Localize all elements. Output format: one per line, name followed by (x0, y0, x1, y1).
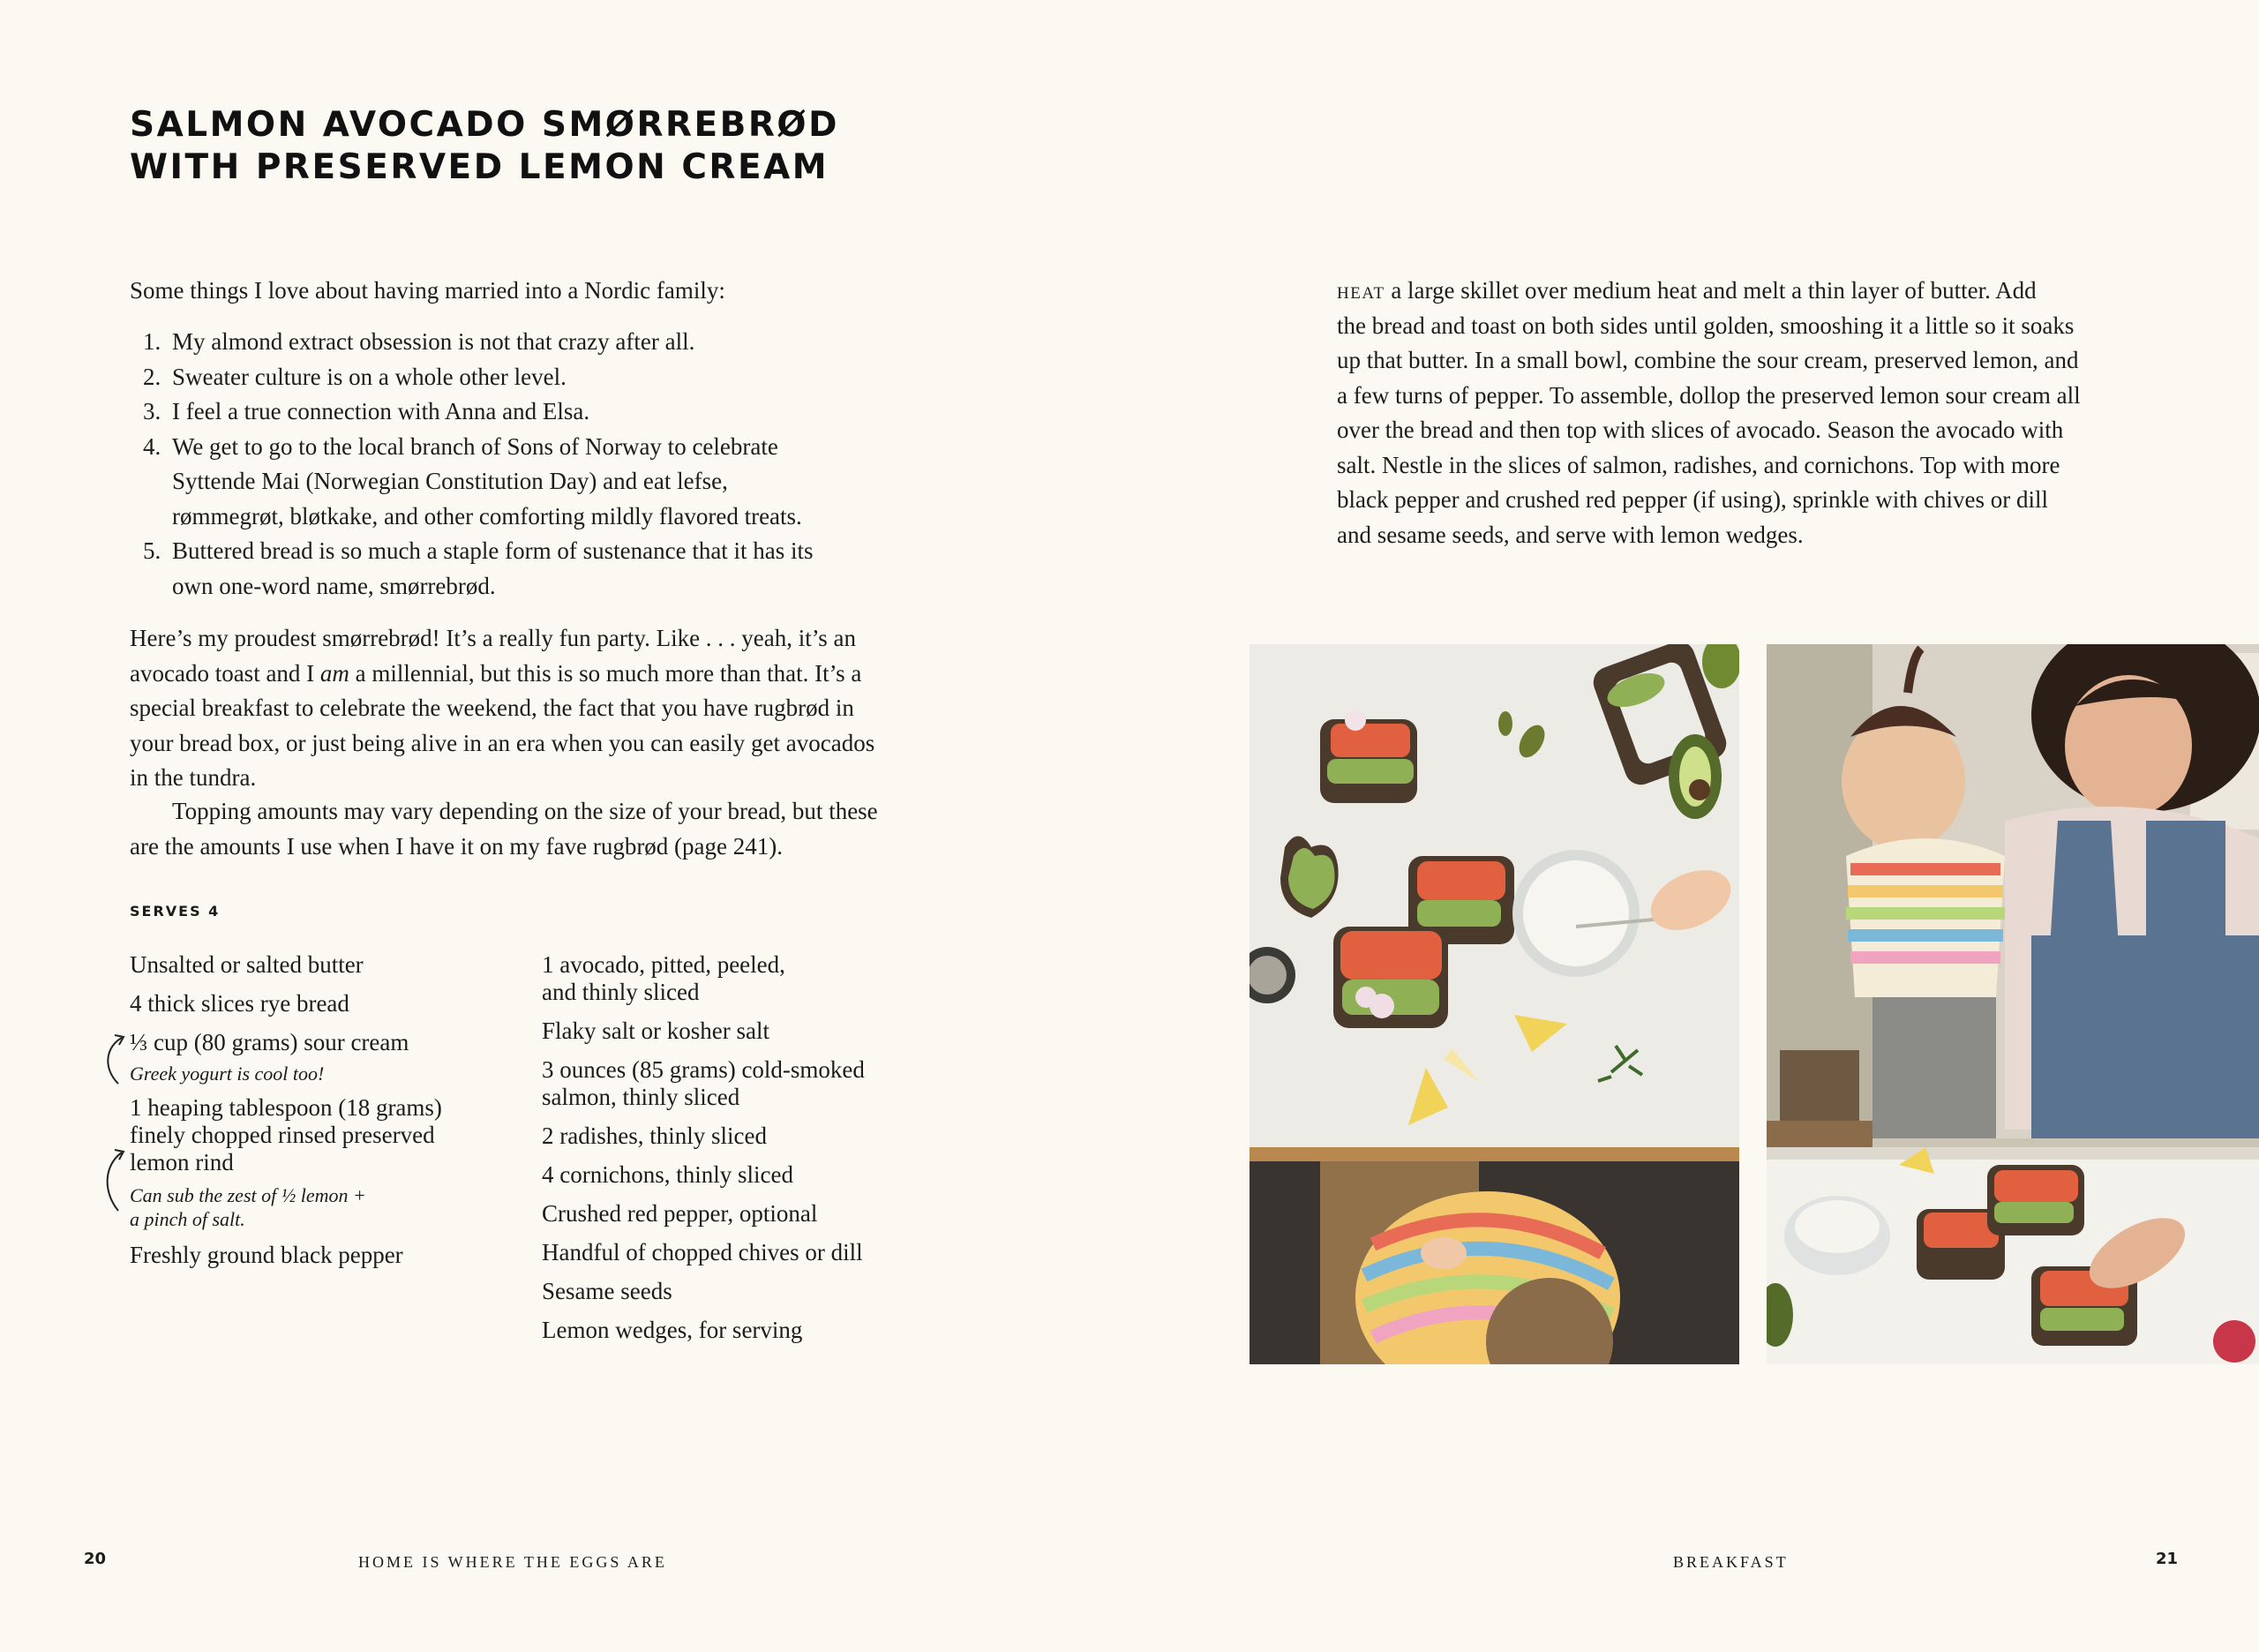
ingredient-item (130, 1029, 518, 1085)
list-text: Syttende Mai (Norwegian Constitution Day) and eat lefse, (172, 468, 728, 494)
recipe-title-line-2: WITH PRESERVED LEMON CREAM (130, 147, 829, 187)
ingredients-right-column (542, 951, 930, 1344)
emphasis-text: am (319, 659, 349, 687)
ingredients-left-column (130, 951, 518, 1269)
ingredient-item (542, 1317, 930, 1344)
list-item (130, 325, 906, 360)
ingredient-item (542, 1017, 930, 1045)
list-item (130, 534, 906, 604)
list-text: I feel a true connection with Anna and Elsa. (172, 398, 590, 424)
text-line: Topping amounts may vary depending on the size of your bread, but these (172, 798, 878, 824)
ingredient-item (542, 1056, 930, 1111)
photo-mother-and-child-illustration (1767, 644, 2259, 1364)
list-text: Sweater culture is on a whole other level. (172, 363, 567, 390)
ingredient-text: 1 heaping tablespoon (18 grams) (130, 1094, 442, 1121)
list-number: 3. (143, 398, 161, 424)
text-span: avocado toast and I (130, 659, 320, 687)
topping-note-paragraph (130, 794, 942, 864)
ingredient-text: 2 radishes, thinly sliced (542, 1123, 767, 1149)
ingredient-item (542, 951, 930, 1006)
text-line (130, 657, 942, 692)
list-item (130, 430, 906, 535)
running-head-left: HOME IS WHERE THE EGGS ARE (358, 1553, 667, 1571)
ingredient-text: ⅓ cup (80 grams) sour cream (130, 1029, 409, 1055)
ingredient-note: a pinch of salt. (130, 1208, 245, 1230)
text-line: salt. Nestle in the slices of salmon, radishes, and cornichons. Top with more (1337, 451, 2060, 478)
ingredient-text: salmon, thinly sliced (542, 1084, 740, 1110)
ingredient-item (130, 1094, 518, 1231)
ingredient-text: and thinly sliced (542, 979, 700, 1005)
text-line: Here’s my proudest smørrebrød! It’s a really fun party. Like . . . yeah, it’s an (130, 625, 857, 651)
list-text: We get to go to the local branch of Sons of Norway to celebrate (172, 432, 778, 460)
list-number: 1. (143, 328, 161, 355)
ingredient-item (542, 1123, 930, 1150)
list-number: 4. (143, 432, 161, 460)
ingredient-item (542, 1200, 930, 1228)
ingredient-text: 4 cornichons, thinly sliced (542, 1161, 793, 1188)
ingredient-item (130, 990, 518, 1017)
ingredient-item (542, 1161, 930, 1189)
photo-overhead-toasts-illustration (1250, 644, 1739, 1364)
ingredient-text: 3 ounces (85 grams) cold-smoked (542, 1056, 865, 1083)
ingredient-text: lemon rind (130, 1149, 234, 1175)
ingredient-text: 1 avocado, pitted, peeled, (542, 951, 785, 978)
text-line: are the amounts I use when I have it on my fave rugbrød (page 241). (130, 832, 784, 860)
running-head-right: BREAKFAST (1673, 1553, 1789, 1571)
list-number: 5. (143, 537, 161, 564)
method-lead-word: heat (1337, 277, 1385, 304)
ingredient-text: Crushed red pepper, optional (542, 1200, 818, 1227)
curved-arrow-icon (95, 1031, 131, 1091)
list-number: 2. (143, 363, 161, 390)
text-line: your bread box, or just being alive in an era when you can easily get avocados (130, 729, 875, 756)
ingredient-text: 4 thick slices rye bread (130, 990, 349, 1017)
ingredient-text: Unsalted or salted butter (130, 951, 364, 978)
text-line: and sesame seeds, and serve with lemon wedges. (1337, 521, 1804, 548)
curved-arrow-icon (95, 1145, 131, 1216)
ingredient-text: Sesame seeds (542, 1278, 672, 1304)
love-list (130, 325, 906, 604)
ingredient-note: Can sub the zest of ½ lemon + (130, 1184, 366, 1206)
text-span: a millennial, but this is so much more than that. It’s a (349, 659, 862, 687)
ingredient-item (130, 1242, 518, 1269)
photo-mother-and-child (1767, 644, 2259, 1364)
list-text: own one-word name, smørrebrød. (172, 572, 496, 599)
text-line: in the tundra. (130, 764, 257, 791)
list-item (130, 394, 906, 430)
text-line: over the bread and then top with slices of avocado. Season the avocado with (1337, 417, 2064, 443)
page-number-right: 21 (2156, 1550, 2179, 1568)
recipe-title-line-1: SALMON AVOCADO SMØRREBRØD (130, 105, 839, 145)
list-text: Buttered bread is so much a staple form of sustenance that it has its (172, 537, 814, 564)
recipe-title (130, 104, 839, 189)
text-line: black pepper and crushed red pepper (if using), sprinkle with chives or dill (1337, 486, 2049, 513)
text-span: a large skillet over medium heat and melt a thin layer of butter. Add (1385, 277, 2037, 304)
list-text: My almond extract obsession is not that crazy after all. (172, 328, 695, 355)
ingredient-text: Lemon wedges, for serving (542, 1317, 803, 1343)
ingredient-text: Handful of chopped chives or dill (542, 1239, 863, 1265)
photo-overhead-toasts (1250, 644, 1739, 1364)
text-line (1337, 274, 2131, 309)
page-number-left: 20 (84, 1550, 107, 1568)
ingredient-text: Freshly ground black pepper (130, 1242, 403, 1268)
text-line: special breakfast to celebrate the weekend, the fact that you have rugbrød in (130, 695, 854, 721)
text-line: the bread and toast on both sides until golden, smooshing it a little so it soaks (1337, 312, 2075, 339)
text-line: a few turns of pepper. To assemble, dollop the preserved lemon sour cream all (1337, 381, 2081, 409)
ingredient-text: finely chopped rinsed preserved (130, 1122, 435, 1148)
headnote-paragraph (130, 621, 942, 796)
ingredient-item (542, 1239, 930, 1266)
ingredient-note: Greek yogurt is cool too! (130, 1063, 325, 1085)
intro-paragraph: Some things I love about having married into a Nordic family: (130, 277, 725, 304)
list-text: rømmegrøt, bløtkake, and other comforting mildly flavored treats. (172, 502, 802, 529)
ingredient-item (542, 1278, 930, 1305)
ingredient-item (130, 951, 518, 979)
text-line: up that butter. In a small bowl, combine the sour cream, preserved lemon, and (1337, 347, 2079, 373)
serves-label: SERVES 4 (130, 903, 221, 920)
method-paragraph (1337, 274, 2131, 552)
list-item (130, 360, 906, 395)
ingredient-text: Flaky salt or kosher salt (542, 1017, 769, 1044)
